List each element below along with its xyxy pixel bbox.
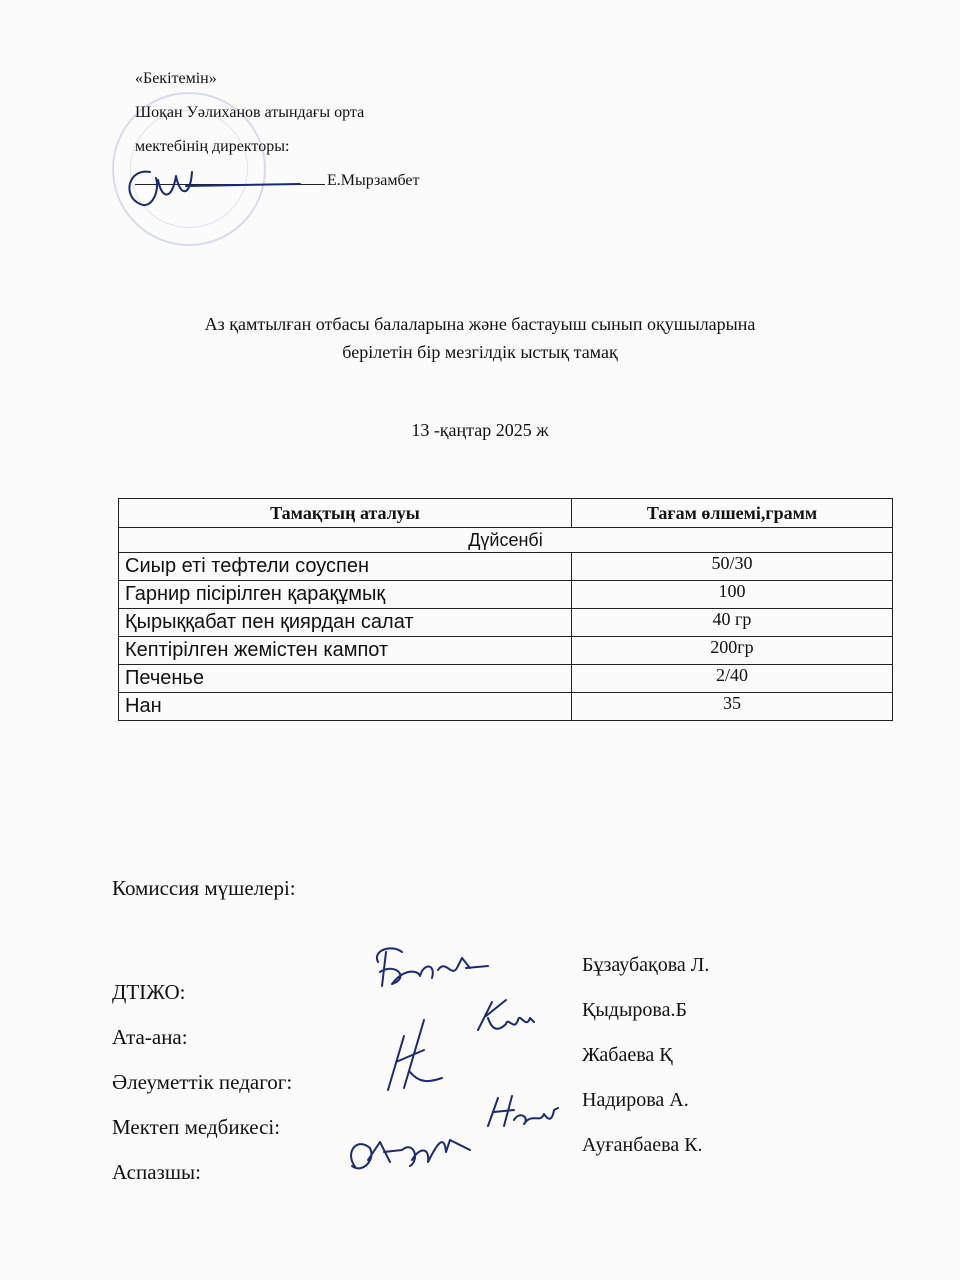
signature-zhabaeva [388,1020,442,1090]
member-role: Аспазшы: [112,1160,201,1184]
table-row [119,637,893,665]
table-row [119,581,893,609]
dish-name: Қырыққабат пен қиярдан салат [119,609,572,637]
member-name: Жабаева Қ [582,1044,673,1066]
member-role: ДТІЖО: [112,980,186,1004]
header-dish-name: Тамақтың аталуы [119,499,572,528]
dish-weight: 100 [572,581,893,609]
document-date: 13 -қаңтар 2025 ж [411,420,549,440]
signature-kydyrova [478,1000,534,1030]
table-header-row [119,499,893,528]
school-name: Шоқан Уәлиханов атындағы орта [135,104,365,121]
member-role: Ата-ана: [112,1025,188,1049]
member-name: Надирова А. [582,1089,689,1111]
signature-nadirova [488,1096,558,1126]
director-name: Е.Мырзамбет [327,172,420,189]
dish-weight: 40 гр [572,609,893,637]
dish-name: Гарнир пісірілген қарақұмық [119,581,572,609]
dish-weight: 200гр [572,637,893,665]
commission-heading: Комиссия мүшелері: [112,876,296,900]
approval-label: «Бекітемін» [135,70,217,87]
member-name: Ауғанбаева К. [582,1134,703,1156]
day-row [119,528,893,553]
signature-buzaubakova [377,948,488,986]
director-position: мектебінің директоры: [135,138,290,155]
menu-table [118,498,893,721]
title-line-1: Аз қамтылған отбасы балаларына және бастауыш сынып оқушыларына [204,314,756,334]
day-label: Дүйсенбі [119,528,893,553]
director-signature-row [135,164,420,198]
dish-name: Нан [119,693,572,721]
member-name: Қыдырова.Б [582,999,687,1021]
dish-name: Сиыр еті тефтели соуспен [119,553,572,581]
signature-line [135,184,325,185]
dish-name: Кептірілген жемістен кампот [119,637,572,665]
table-row [119,693,893,721]
dish-weight: 35 [572,693,893,721]
table-row [119,553,893,581]
member-role: Әлеуметтік педагог: [112,1070,293,1094]
header-portion-weight: Тағам өлшемі,грамм [572,499,893,528]
title-line-2: берілетін бір мезгілдік ыстық тамақ [342,342,618,362]
table-row [119,665,893,693]
signature-auganbaeva [351,1140,470,1168]
member-name: Бұзаубақова Л. [582,954,710,976]
commission-names [582,943,709,1168]
approval-block [135,62,420,198]
dish-name: Печенье [119,665,572,693]
dish-weight: 50/30 [572,553,893,581]
table-row [119,609,893,637]
document-title [0,310,960,366]
member-role: Мектеп медбикесі: [112,1115,281,1139]
dish-weight: 2/40 [572,665,893,693]
commission-roles [112,970,292,1195]
